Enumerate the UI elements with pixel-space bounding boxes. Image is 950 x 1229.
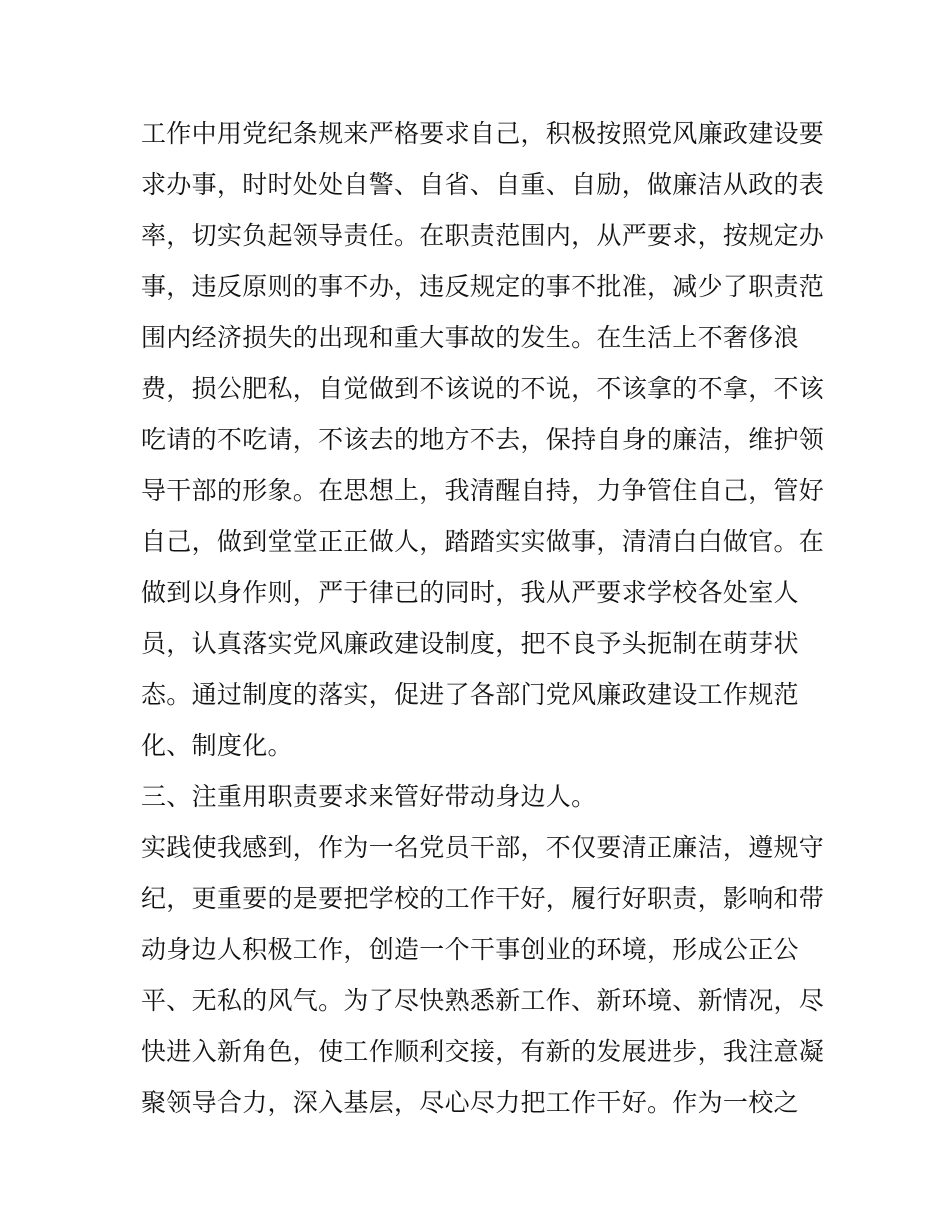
text-line: 导干部的形象。在思想上，我清醒自持，力争管住自己，管好 <box>141 476 825 505</box>
text-line: 聚领导合力，深入基层，尽心尽力把工作干好。作为一校之 <box>141 1088 799 1117</box>
text-line: 事，违反原则的事不办，违反规定的事不批准，减少了职责范 <box>141 272 825 301</box>
text-line: 费，损公肥私，自觉做到不该说的不说，不该拿的不拿，不该 <box>141 374 825 403</box>
text-line: 求办事，时时处处自警、自省、自重、自励，做廉洁从政的表 <box>141 170 825 199</box>
text-line: 做到以身作则，严于律已的同时，我从严要求学校各处室人 <box>141 578 799 607</box>
text-line: 平、无私的风气。为了尽快熟悉新工作、新环境、新情况，尽 <box>141 986 825 1015</box>
text-line: 实践使我感到，作为一名党员干部，不仅要清正廉洁，遵规守 <box>141 833 825 862</box>
text-line: 员，认真落实党风廉政建设制度，把不良予头扼制在萌芽状 <box>141 629 799 658</box>
section-heading: 三、注重用职责要求来管好带动身边人。 <box>141 782 597 811</box>
text-line: 工作中用党纪条规来严格要求自己，积极按照党风廉政建设要 <box>141 119 825 148</box>
text-line: 吃请的不吃请，不该去的地方不去，保持自身的廉洁，维护领 <box>141 425 825 454</box>
text-line: 快进入新角色，使工作顺利交接，有新的发展进步，我注意凝 <box>141 1037 825 1066</box>
text-line: 化、制度化。 <box>141 731 293 760</box>
text-line: 纪，更重要的是要把学校的工作干好，履行好职责，影响和带 <box>141 884 825 913</box>
body-text <box>141 108 825 1128</box>
text-line: 自己，做到堂堂正正做人，踏踏实实做事，清清白白做官。在 <box>141 527 825 556</box>
text-line: 动身边人积极工作，创造一个干事创业的环境，形成公正公 <box>141 935 799 964</box>
text-line: 态。通过制度的落实，促进了各部门党风廉政建设工作规范 <box>141 680 799 709</box>
text-line: 率，切实负起领导责任。在职责范围内，从严要求，按规定办 <box>141 221 825 250</box>
text-line: 围内经济损失的出现和重大事故的发生。在生活上不奢侈浪 <box>141 323 799 352</box>
